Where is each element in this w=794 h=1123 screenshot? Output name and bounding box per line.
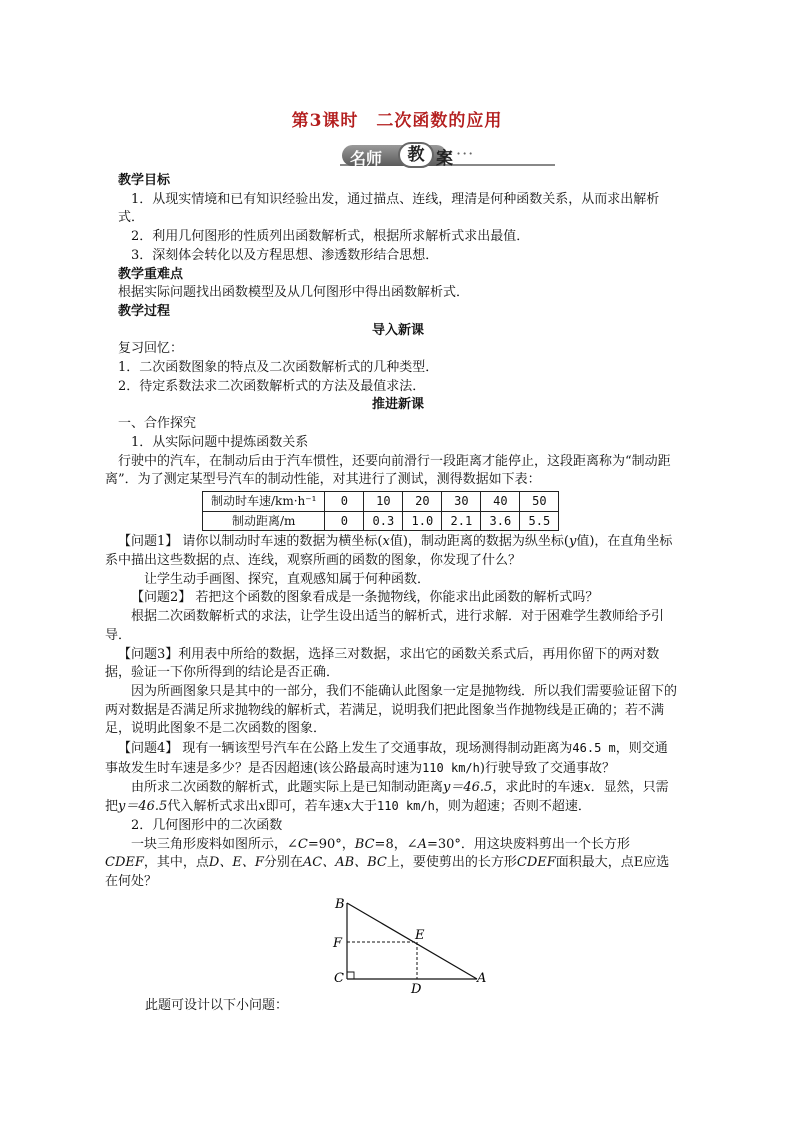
text-run: =8，∠ [374, 836, 418, 852]
text-run: 值)，制动距离的数据为纵坐标( [389, 534, 569, 550]
question-tag: 【问题1】 [118, 534, 179, 550]
var-x: x [343, 799, 352, 815]
label-d: D [411, 982, 422, 995]
table-cell: 制动距离/m [203, 511, 325, 531]
var: AC、AB、BC [302, 855, 387, 871]
text-run: =90°， [307, 836, 355, 852]
teacher-plan-banner [340, 142, 555, 170]
table-cell: 0.3 [364, 511, 403, 531]
table-cell: 2.1 [442, 511, 481, 531]
banner-text-tail: 案 [436, 149, 453, 169]
triangle-figure [327, 895, 492, 995]
goals-heading: 教学目标 [118, 173, 171, 188]
label-f: F [333, 936, 343, 951]
question-1 [105, 533, 678, 570]
text-run: ，则交通事故发生时车速是多少？是否因超速(该公路最高时速为 [105, 741, 668, 776]
key-heading: 教学重难点 [118, 266, 184, 282]
table-cell: 40 [481, 491, 520, 511]
var-y: y [569, 534, 577, 550]
lesson-title: 第3课时 二次函数的应用 [291, 111, 503, 131]
review-label: 复习回忆： [118, 341, 184, 357]
text-run: 一块三角形废料如图所示，∠ [131, 836, 298, 852]
key-text: 根据实际问题找出函数模型及从几何图形中得出函数解析式． [118, 285, 470, 301]
text-run: 值)，在直角坐标系中描出这些数据的点、连线，观察所画的函数的图象，你发现了什么？ [105, 534, 673, 569]
label-e: E [415, 928, 425, 943]
question-tag: 【问题4】 [118, 741, 179, 757]
table-cell: 0 [325, 511, 364, 531]
var-x: x [583, 779, 591, 795]
paragraph: 行驶中的汽车，在制动后由于汽车惯性，还要向前滑行一段距离才能停止，这段距离称为“制动距离”．为了测定某型号汽车的制动性能，对其进行了测试，测得数据如下表： [105, 453, 671, 488]
question-tag: 【问题3】 [118, 646, 179, 662]
question-4 [105, 739, 678, 778]
var: C [297, 836, 308, 852]
text-run: 由所求二次函数的解析式，此题实际上是已知制动距离 [131, 779, 444, 795]
text-run: ，其中，点 [143, 855, 209, 871]
question-3 [105, 646, 678, 683]
label-c: C [334, 971, 344, 986]
advance-heading: 推进新课 [371, 397, 424, 413]
banner-text-right: 教 [398, 142, 434, 168]
text-run: ，求此时的车速 [492, 779, 584, 795]
text-run: 请你以制动时车速的数据为横坐标( [178, 534, 383, 550]
last-line: 此题可设计以下小问题： [145, 998, 289, 1013]
text-run: ，则为超速；否则不超速． [434, 799, 591, 815]
segment-ab [347, 903, 477, 979]
banner-dots: ··· [456, 144, 475, 163]
banner-text-left: 名师 [350, 149, 383, 168]
var-x: x [382, 534, 390, 550]
table-cell: 10 [364, 491, 403, 511]
process-heading: 教学过程 [118, 303, 171, 319]
table-row [203, 491, 559, 511]
text-run: =30°．用这块废料剪出一个长方形 [427, 836, 630, 852]
equation: y＝46.5 [118, 799, 168, 815]
section-heading: 一、合作探究 [118, 416, 197, 432]
table-cell: 3.6 [481, 511, 520, 531]
number: 110 km/h [377, 799, 435, 814]
var: BC [354, 836, 375, 852]
review-item: 1．二次函数图象的特点及二次函数解析式的几种类型． [118, 360, 439, 376]
table-cell: 5.5 [520, 511, 559, 531]
table-cell: 50 [520, 491, 559, 511]
paragraph [105, 836, 678, 892]
text-run: 面积最大，点E应选在何处？ [105, 855, 670, 890]
equation: y＝46.5 [443, 779, 493, 795]
text-run: ．显然，只需把 [105, 779, 669, 815]
text-run: 分别在 [263, 855, 303, 871]
text-run: 即可，若车速 [265, 799, 344, 815]
goal-item: 3．深刻体会转化以及方程思想、渗透数形结合思想． [131, 247, 439, 263]
var: A [417, 836, 427, 852]
review-item: 2．待定系数法求二次函数解析式的方法及最值求法． [118, 378, 426, 394]
paragraph: 根据二次函数解析式的求法，让学生设出适当的解析式，进行求解．对于困难学生教师给予引导． [105, 609, 665, 643]
text-run: 若把这个函数的图象看成是一条抛物线，你能求出此函数的解析式吗？ [191, 590, 599, 606]
text-run: 利用表中所给的数据，选择三对数据，求出它的函数关系式后，再用你留下的两对数据，验证一下你所得到的结论是否正确． [105, 646, 660, 681]
table-cell: 0 [325, 491, 364, 511]
question-2 [118, 589, 678, 608]
text-run: 大于 [351, 799, 378, 815]
subsection-heading: 1．从实际问题中提炼函数关系 [131, 434, 309, 450]
document-body [105, 172, 678, 892]
number: 110 km/h [422, 760, 480, 775]
text-run: )行驶导致了交通事故？ [479, 760, 615, 776]
table-row [203, 511, 559, 531]
var: CDEF [105, 855, 144, 871]
label-a: A [477, 971, 487, 986]
text-run: 现有一辆该型号汽车在公路上发生了交通事故，现场测得制动距离为 [178, 741, 573, 757]
number: 46.5 m [572, 741, 616, 756]
text-run: 上，要使剪出的长方形 [386, 855, 517, 871]
question-tag: 【问题2】 [131, 590, 192, 606]
table-cell: 1.0 [403, 511, 442, 531]
table-cell: 制动时车速/km·h⁻¹ [203, 491, 325, 511]
subsection-heading: 2．几何图形中的二次函数 [131, 817, 283, 833]
text-run: 代入解析式求出 [167, 799, 259, 815]
var: D、E、F [208, 855, 264, 871]
table-cell: 30 [442, 491, 481, 511]
right-angle-mark [347, 972, 354, 979]
paragraph: 因为所画图象只是其中的一部分，我们不能确认此图象一定是抛物线．所以我们需要验证留下的两对数据是否满足所求抛物线的解析式，若满足，说明我们把此图象当作抛物线是正确的；若不满足，说明此图象不是二次函数的图象． [105, 683, 678, 737]
goal-item: 1．从现实情境和已有知识经验出发，通过描点、连线，理清是何种函数关系，从而求出解析式． [118, 191, 660, 226]
var: CDEF [516, 855, 556, 871]
label-b: B [335, 897, 345, 912]
intro-heading: 导入新课 [371, 322, 424, 338]
table-cell: 20 [403, 491, 442, 511]
var-x: x [258, 799, 266, 815]
paragraph [105, 779, 678, 817]
goal-item: 2．利用几何图形的性质列出函数解析式，根据所求解析式求出最值． [131, 229, 530, 245]
braking-data-table [202, 491, 559, 531]
paragraph: 让学生动手画图、探究，直观感知属于何种函数． [144, 571, 431, 587]
